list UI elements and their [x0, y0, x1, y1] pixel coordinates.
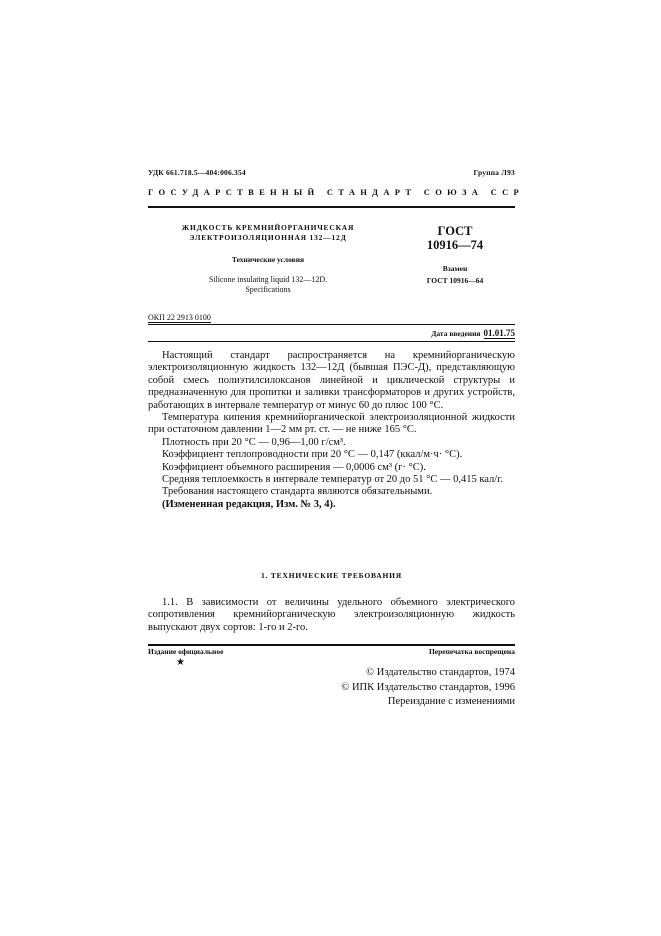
udk-code: УДК 661.718.5—404:006.354 — [148, 168, 246, 177]
copyright-block — [341, 666, 515, 710]
gost-number: 10916—74 — [426, 238, 484, 252]
section-title: 1. ТЕХНИЧЕСКИЕ ТРЕБОВАНИЯ — [260, 571, 403, 580]
paragraph-heat-capacity: Средняя теплоемкость в интервале температур от 20 до 51 °С — 0,415 кал/г. — [162, 474, 503, 486]
replaces-value: ГОСТ 10916—64 — [426, 276, 484, 285]
gost-label: ГОСТ — [437, 224, 473, 238]
official-edition-label: Издание официальное — [148, 647, 224, 656]
document-subtitle: Технические условия — [231, 255, 305, 264]
title-line-1: ЖИДКОСТЬ КРЕМНИЙОРГАНИЧЕСКАЯ — [181, 223, 355, 232]
group-code: Группа Л93 — [473, 168, 515, 177]
document-title-block — [148, 223, 388, 295]
paragraph-expansion: Коэффициент объемного расширения — 0,0006 см³ (г· °С). — [162, 461, 426, 473]
paragraph-thermal-conductivity: Коэффициент теплопроводности при 20 °С — 0,147 (ккал/м·ч· °С). — [162, 449, 463, 461]
introduction-date-label: Дата введения — [431, 329, 481, 338]
paragraph-density: Плотность при 20 °С — 0,96—1,00 г/см³. — [162, 436, 346, 448]
bottom-divider — [148, 644, 515, 646]
clause-1-1 — [148, 597, 515, 634]
preamble-text — [148, 350, 515, 511]
paragraph-boiling-point: Температура кипения кремнийорганической электроизоляционной жидкости при остаточном давлении 1—2 мм рт. ст. — не ниже 165 °С. — [148, 412, 515, 436]
date-divider — [148, 341, 515, 342]
reprint-forbidden-label: Перепечатка воспрещена — [428, 647, 515, 656]
star-icon: ★ — [176, 657, 185, 668]
replaces-label: Взамен — [442, 264, 468, 273]
amendment-note: (Измененная редакция, Изм. № 3, 4). — [162, 498, 336, 510]
copyright-line-2: © ИПК Издательство стандартов, 1996 — [341, 681, 515, 693]
introduction-date-value: 01.01.75 — [483, 328, 515, 338]
gost-designation-block — [395, 224, 515, 285]
state-standard-heading: ГОСУДАРСТВЕННЫЙ СТАНДАРТ СОЮЗА ССР — [148, 187, 525, 197]
okp-code: ОКП 22 2913 0100 — [148, 313, 211, 322]
paragraph-mandatory: Требования настоящего стандарта являются обязательными. — [162, 486, 433, 498]
english-title-line-1: Silicone insulating liquid 132—12D. — [208, 275, 328, 284]
reissue-note: Переиздание с изменениями — [387, 696, 515, 707]
copyright-line-1: © Издательство стандартов, 1974 — [366, 667, 515, 678]
clause-text: 1.1. В зависимости от величины удельного объемного электрического сопротивления кремнийорганическую электроизоляционную жидкость выпускают двух сортов: 1-го и 2-го. — [148, 597, 515, 633]
paragraph-scope: Настоящий стандарт распространяется на кремнийорганическую электроизоляционную жидкость 132—12Д (бывшая ПЭС-Д), представляющую собой смесь полиэтилсилоксанов линейной и циклической структуры и предназначенную для пропитки и заливки трансформаторов и других устройств, работающих в интервале температур от минус 60 до плюс 100 °С. — [148, 350, 515, 411]
top-divider — [148, 206, 515, 208]
title-line-2: ЭЛЕКТРОИЗОЛЯЦИОННАЯ 132—12Д — [189, 233, 347, 242]
introduction-date — [431, 328, 515, 338]
english-title-line-2: Specifications — [245, 285, 291, 294]
middle-divider — [148, 324, 515, 325]
